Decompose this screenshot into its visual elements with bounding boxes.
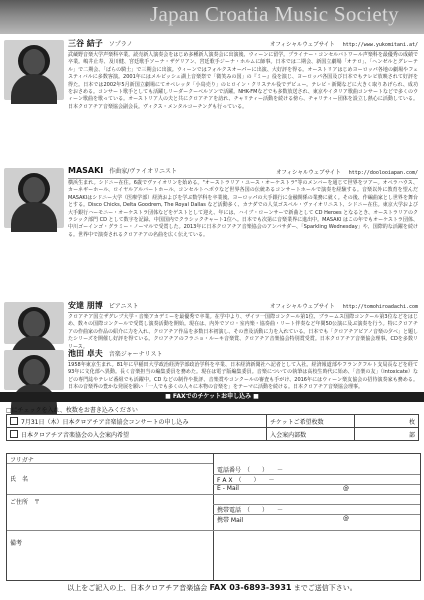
concert-checkbox-cell[interactable]: 7月31日（木）日本クロアチア音楽協会コンサートの申し込み	[7, 415, 267, 428]
phone-field[interactable]: 電話番号 （ ） －	[217, 467, 284, 474]
order-row-concert	[7, 415, 419, 428]
mobile-mail-field[interactable]: 携帯 Mail	[217, 517, 244, 524]
profile-name: 安達 朋博 ピアニスト	[68, 301, 139, 310]
name-field[interactable]: 氏 名	[10, 476, 29, 483]
membership-checkbox-cell[interactable]: 日本クロアチア音楽協会の入会案内希望	[7, 428, 267, 441]
profile-header	[68, 166, 418, 179]
ticket-count-label: チケットご希望枚数	[267, 415, 355, 428]
guide-count-field[interactable]: 部	[355, 428, 419, 441]
society-title: Japan Croatia Music Society	[150, 2, 399, 26]
portrait-photo	[4, 302, 64, 344]
email-at-sign: @	[343, 485, 349, 492]
checkbox[interactable]	[10, 430, 18, 438]
portrait-photo	[4, 168, 64, 228]
profile-header	[68, 348, 418, 361]
profile-role: 音楽ジャーナリスト	[108, 351, 163, 358]
profile-role: 作曲家/ヴァイオリニスト	[109, 168, 177, 175]
profile-name: 三谷 結子 ソプラノ	[68, 39, 133, 48]
mobile-mail-at-sign: @	[343, 515, 349, 522]
profile-role: ピアニスト	[108, 303, 139, 310]
order-table	[6, 414, 419, 441]
profile-header	[68, 300, 418, 313]
checkbox[interactable]	[10, 417, 18, 425]
portrait-photo	[4, 350, 64, 390]
address-field[interactable]: ご住所 〒	[10, 499, 41, 506]
profile-bio: クロアチア国立ザグレブ大学・音楽アカデミーを最優秀で卒業。在学中より、ザイツ一国際コンクール第1位、ブラームス国際コンクール第3位などをはじめ、数々の国際コンクールで受賞し演奏活動を開始。現在は、内外でソロ・室内楽・協奏曲・リート伴奏など年間50公演に及ぶ演奏を行う。特にクロアチアの作曲家の作品の紹介に力を入れ、クロアチア作品を多数日本初演し、その普及活動に力を入れている。日本でも「クロアチアピアノ音楽の夕べ」と題したシリーズを開催し好評を得ている。クロアチアのフラニョ・ルーキ音楽賞、クロアチア音楽協会特別賞受賞。日本クロアチア音楽協会理事。CDを多数リリース。	[68, 314, 418, 350]
profile-website[interactable]: オフィシャルウェブサイト http://doolooiapan.com/	[276, 170, 418, 176]
profile-bio: 横浜生まれ。シドニー在住。6歳でヴァイオリンを始める。"オーストラリア・ユース・オーケストラ"等のメンバーを通じて世界をツアー。オペラハウス、カーネギーホール、ロイヤルアルバートホール、コンセルトヘボウなど世界各国の伝統あるコンサートホールで演奏を経験する。音楽以外に教育を望んだMASAKIはシドニー大学（医療学部）経済およびを学ぶ数学科を卒業後、ヨーロッパの大手銀行に金融関係の業務に就く。その後、作編曲家とし世界を舞台とする。Disco Chicks, Delta Goodrem, The Royal Dallas など活動多く、カナダでの人気ゴスペル・ヴァイオリニスト、シドニー在住。東京大学および大手銀行ハーモニー・オーケストラ団体などをゲストとして迎え、年には、ハイブ・ローンサーで新曲として CD Heroes となるとき、オーストラリアのクラシック部門 CD として数字を記録、中国国内でクラシックチャート1位へ。日本でも次第に音楽業界に進出中。MASAKI はこの年でもオーケストラ団体、中川ゴーインゴ・グラミー・ノーマルで受賞した。2013年に日本クロアチア音楽協会のアンバサダー、「Sparkling Wednesday」や、国際的な活躍を続ける。世界中で演奏されるクロアチアの名曲を広く伝えている。	[68, 180, 418, 238]
profile-website[interactable]: オフィシャルウェブサイト http://tomohiroadachi.com	[270, 304, 418, 310]
check-instruction: □にチェックを入れ、枚数をお書き込みください	[6, 407, 138, 414]
fax-order-bar: ■ FAXでのチケットお申し込み ■	[0, 392, 424, 402]
mobile-field[interactable]: 携帯電話 （ ） －	[217, 507, 284, 514]
portrait-photo	[4, 40, 64, 100]
header-banner	[0, 0, 424, 34]
fax-footer	[0, 583, 424, 593]
footer-suffix: までご送信下さい。	[293, 584, 357, 592]
profile-name: MASAKI 作曲家/ヴァイオリニスト	[68, 166, 177, 175]
profile-name: 池田 卓夫 音楽ジャーナリスト	[68, 349, 163, 358]
profile-bio: 1958年東京生まれ。81年に早稲田大学政治経済学部政治学科を卒業、日本経済新聞社へ記者として入社。経済報道部やフランクフルト支局長などを経て93年に文化部へ異動。長く音楽担当の編集委員を務めた。現在は電子版編集委員。音楽についての執筆は高校生時代に始め、「音楽の友」（intoxicate）などの専門誌やテレビ番組でも活躍中。CD などの制作や批評、音楽賞やコンクールの審査も手がけ、2016年にはウィーン楽友協会の招待演奏家も務める。日本の音楽界の豊かな発展を願い「一人でも多くの人々に本物の音楽を」をテーマに活動を続ける。日本クロアチア音楽協会理事。	[68, 362, 418, 391]
profile-website[interactable]: オフィシャルウェブサイト http://www.yukomitani.at/	[270, 42, 418, 48]
footer-fax-number: FAX 03-6893-3931	[209, 583, 292, 592]
footer-prefix: 以上をご記入の上、日本クロアチア音楽協会	[67, 584, 208, 592]
fax-field[interactable]: F A X （ ） －	[217, 477, 275, 484]
order-row-membership	[7, 428, 419, 441]
profile-header	[68, 38, 418, 51]
profile-role: ソプラノ	[108, 41, 133, 48]
guide-count-label: 入会案内部数	[267, 428, 355, 441]
email-field[interactable]: E - Mail	[217, 485, 239, 492]
remarks-field[interactable]: 備考	[10, 540, 23, 547]
profile-bio: 武蔵野音楽大学声楽科卒業。読売新人演奏会をはじめ多種新人演奏会に出演後、ウィーンに留学。プライナー・コンセルバトワール声楽科を最優秀の成績で卒業。嶋井止寿、及川健、宮廷歌手ソーナ・ザゲリアン、宮廷歌手ジーナ・ホルムに師事。日本では二期会、新国立劇場「オテロ」、「ヘンゼルとグレーテル」で二期会、「ばらの騎士」で三期会に出演。ウィーンではフォルクスオーパーに出演、大好評を得る。オーストリアはじめヨーロッパ各地の劇場やフェスティバルに多数客演。2001年にはメルビッシュ湖上音楽祭で「微笑みの国」の『ミー』役を演じ、ヨーロッパ各国及び日本でもテレビ放映されて好評を得た。日本では2002年5月新国立劇場にてオペレッタ「小鳥売り」のヒロイン・クリステル役でデビュー。テレビ・新聞などに大きく取りあげられ、成功をおさめる。コンサート歌手としても活躍しリーダークーベルソンで活躍。NHK-FMなどでも多数放送され、東京やイタリア歌曲コンサートなどで多くのウィーン歌曲を歌っている。オーストリア人の夫と共にクロアチアを訪れ、チャリティー活動を続ける傍ら、チャリティー団体を設立し熱心に活動している。日本クロアチア音楽協会副会長。ヴィクス・メンタルコーチングも行っている。	[68, 52, 418, 110]
furigana-field[interactable]: フリガナ	[10, 457, 34, 464]
ticket-count-field[interactable]: 枚	[355, 415, 419, 428]
contact-form	[6, 453, 421, 581]
